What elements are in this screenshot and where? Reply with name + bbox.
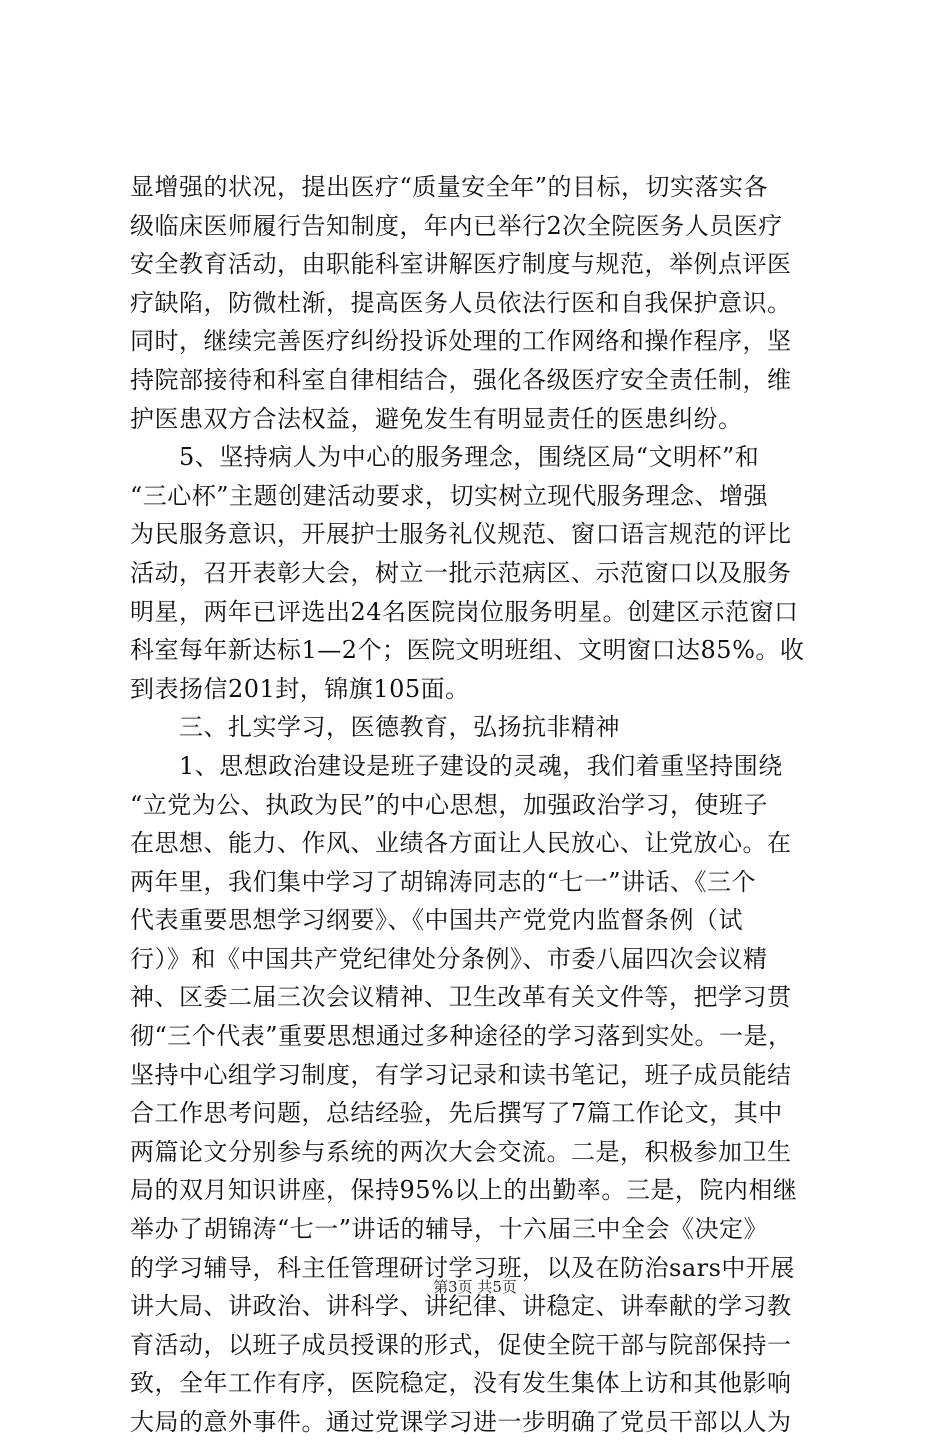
body-line: 级临床医师履行告知制度，年内已举行2次全院医务人员医疗 bbox=[130, 211, 783, 240]
body-line: 行）》和《中国共产党纪律处分条例》、市委八届四次会议精 bbox=[130, 944, 768, 973]
body-line: 神、区委二届三次会议精神、卫生改革有关文件等，把学习贯 bbox=[130, 983, 792, 1012]
body-line: 显增强的状况，提出医疗“质量安全年”的目标，切实落实各 bbox=[130, 173, 769, 201]
body-line: 护医患双方合法权益，避免发生有明显责任的医患纠纷。 bbox=[130, 404, 743, 433]
body-line: 坚持中心组学习制度，有学习记录和读书笔记，班子成员能结 bbox=[130, 1060, 792, 1089]
body-line: 活动，召开表彰大会，树立一批示范病区、示范窗口以及服务 bbox=[130, 558, 792, 587]
body-line: 合工作思考问题，总结经验，先后撰写了7篇工作论文，其中 bbox=[130, 1099, 783, 1128]
body-line: 明星，两年已评选出24名医院岗位服务明星。创建区示范窗口 bbox=[130, 597, 799, 626]
body-line: “三心杯”主题创建活动要求，切实树立现代服务理念、增强 bbox=[130, 481, 769, 510]
body-line: 在思想、能力、作风、业绩各方面让人民放心、让党放心。在 bbox=[130, 829, 792, 858]
body-line: 育活动，以班子成员授课的形式，促使全院干部与院部保持一 bbox=[130, 1330, 792, 1359]
body-line: 5、坚持病人为中心的服务理念，围绕区局“文明杯”和 bbox=[130, 443, 760, 472]
body-line: 同时，继续完善医疗纠纷投诉处理的工作网络和操作程序，坚 bbox=[130, 327, 792, 356]
body-line: 大局的意外事件。通过党课学习进一步明确了党员干部以人为 bbox=[130, 1408, 792, 1436]
body-line: 三、扎实学习，医德教育，弘扬抗非精神 bbox=[130, 713, 620, 742]
document-body bbox=[130, 168, 830, 1442]
body-line: 到表扬信201封，锦旗105面。 bbox=[130, 674, 470, 703]
page-footer: 第3页 共5页 bbox=[433, 1278, 517, 1296]
body-line: 举办了胡锦涛“七一”讲话的辅导，十六届三中全会《决定》 bbox=[130, 1215, 769, 1244]
body-line: 彻“三个代表”重要思想通过多种途径的学习落到实处。一是， bbox=[130, 1022, 793, 1051]
body-line: 疗缺陷，防微杜渐，提高医务人员依法行医和自我保护意识。 bbox=[130, 288, 792, 317]
body-line: 两年里，我们集中学习了胡锦涛同志的“七一”讲话、《三个 bbox=[130, 867, 757, 896]
body-line: 1、思想政治建设是班子建设的灵魂，我们着重坚持围绕 bbox=[130, 751, 783, 780]
body-line: 持院部接待和科室自律相结合，强化各级医疗安全责任制，维 bbox=[130, 365, 792, 394]
body-line: 安全教育活动，由职能科室讲解医疗制度与规范，举例点评医 bbox=[130, 250, 792, 279]
body-line: 为民服务意识，开展护士服务礼仪规范、窗口语言规范的评比 bbox=[130, 520, 792, 549]
body-line: 局的双月知识讲座，保持95%以上的出勤率。三是，院内相继 bbox=[130, 1176, 798, 1205]
body-line: 科室每年新达标1—2个；医院文明班组、文明窗口达85%。收 bbox=[130, 636, 805, 665]
body-line: 代表重要思想学习纲要》、《中国共产党党内监督条例（试 bbox=[130, 906, 743, 935]
body-line: “立党为公、执政为民”的中心思想，加强政治学习，使班子 bbox=[130, 790, 769, 819]
body-line: 致，全年工作有序，医院稳定，没有发生集体上访和其他影响 bbox=[130, 1369, 792, 1398]
body-line: 的学习辅导，科主任管理研讨学习班，以及在防治sars中开展 bbox=[130, 1253, 795, 1282]
body-line: 讲大局、讲政治、讲科学、讲纪律、讲稳定、讲奉献的学习教 bbox=[130, 1292, 792, 1321]
body-line: 两篇论文分别参与系统的两次大会交流。二是，积极参加卫生 bbox=[130, 1137, 792, 1166]
